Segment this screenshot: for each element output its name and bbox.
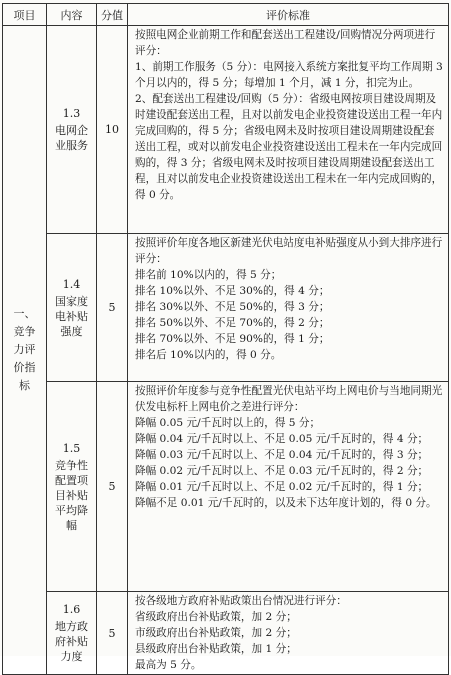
criteria-line: 按照评价年度参与竞争性配置光伏电站平均上网电价与当地同期光伏发电标杆上网电价之差进行评分： (135, 385, 443, 413)
criteria-line: 排名 30%以外、不足 50%的，得 3 分； (135, 301, 330, 313)
criteria-cell (128, 26, 449, 234)
score-cell: 5 (97, 592, 128, 675)
indicator-number: 1.6 (62, 603, 81, 616)
indicator-name: 竞争性配置项目补贴平均降幅 (55, 458, 88, 532)
table-row (3, 234, 449, 382)
table-row (3, 26, 449, 234)
table-row (3, 592, 449, 675)
criteria-line: 排名 50%以外、不足 70%的，得 2 分； (135, 317, 330, 329)
criteria-line: 省级政府出台补贴政策，加 2 分； (135, 611, 297, 623)
criteria-line: 排名前 10%以内的，得 5 分； (135, 269, 282, 281)
header-content: 内容 (47, 4, 97, 26)
score-cell: 5 (97, 382, 128, 592)
header-item: 项目 (3, 4, 47, 26)
indicator-name: 地方政府补贴力度 (55, 620, 88, 663)
criteria-line: 排名 10%以外、不足 30%的，得 4 分； (135, 285, 330, 297)
evaluation-table (2, 3, 449, 675)
content-cell (47, 234, 97, 382)
content-cell (47, 26, 97, 234)
indicator-number: 1.5 (62, 441, 81, 455)
header-score: 分值 (97, 4, 128, 26)
score-cell: 10 (97, 26, 128, 234)
criteria-line: 按照电网企业前期工作和配套送出工程建设/回购情况分两项进行评分： (135, 29, 436, 57)
criteria-line: 降幅 0.02 元/千瓦时以上、不足 0.03 元/千瓦时的，得 2 分； (135, 465, 429, 477)
criteria-line: 按照评价年度各地区新建光伏电站度电补贴强度从小到大排序进行评分： (135, 237, 443, 265)
criteria-line: 市级政府出台补贴政策，加 2 分； (135, 627, 297, 639)
indicator-number: 1.3 (62, 107, 81, 120)
criteria-line: 降幅 0.04 元/千瓦时以上、不足 0.05 元/千瓦时的，得 4 分； (135, 433, 429, 445)
table-row (3, 382, 449, 592)
criteria-line: 县级政府出台补贴政策，加 1 分； (135, 643, 297, 655)
criteria-line: 排名后 10%以内的，得 0 分。 (135, 349, 282, 361)
criteria-line: 降幅不足 0.01 元/千瓦时的，以及未下达年度计划的，得 0 分。 (135, 497, 437, 509)
criteria-cell (128, 592, 449, 675)
criteria-cell (128, 234, 449, 382)
content-cell (47, 592, 97, 675)
criteria-line: 降幅 0.01 元/千瓦时以上、不足 0.02 元/千瓦时的，得 1 分； (135, 481, 429, 493)
indicator-name: 电网企业服务 (55, 124, 88, 152)
indicator-name: 国家度电补贴强度 (55, 294, 88, 338)
criteria-line: 降幅 0.03 元/千瓦时以上、不足 0.04 元/千瓦时的，得 3 分； (135, 449, 429, 461)
content-cell (47, 382, 97, 592)
criteria-cell (128, 382, 449, 592)
criteria-line: 排名 70%以外、不足 90%的，得 1 分； (135, 333, 330, 345)
table-header-row (3, 4, 449, 26)
score-cell: 5 (97, 234, 128, 382)
criteria-line: 最高为 5 分。 (135, 659, 202, 671)
header-criteria: 评价标准 (128, 4, 449, 26)
criteria-line: 降幅 0.05 元/千瓦时以上的，得 5 分； (135, 417, 321, 429)
criteria-line: 2、配套送出工程建设/回购（5 分）：省级电网按项目建设周期及时建设配套送出工程，且对以前发电企业投资建设送出工程一年内完成回购的，得 5 分；省级电网未及时按项目建设周期建设配套送出工程，或对以前发电企业投资建设送出工程未在一年内完成回购的，得 3 分；省级电网未及时按项目建设周期建设配套送出工程，且对以前发电企业投资建设送出工程未在一年内完成回购的，得 0 分。 (135, 93, 443, 201)
indicator-number: 1.4 (62, 277, 81, 291)
category-cell: 一、竞争力评价指标 (3, 26, 47, 675)
criteria-line: 1、前期工作服务（5 分）：电网接入系统方案批复平均工作周期 3 个月以内的，得 5 分；每增加 1 个月，减 1 分，扣完为止。 (135, 61, 447, 89)
criteria-line: 按各级地方政府补贴政策出台情况进行评分： (135, 595, 347, 607)
